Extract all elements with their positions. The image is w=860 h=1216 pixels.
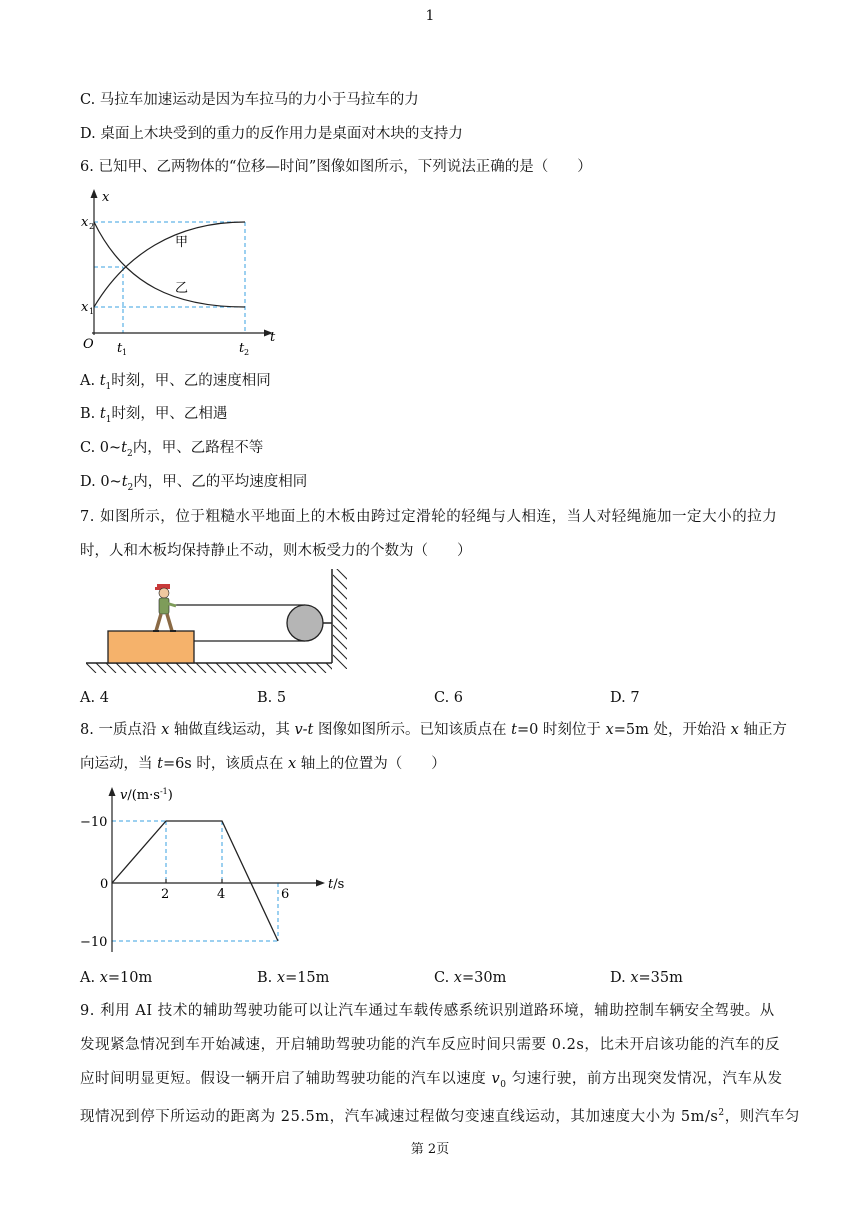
q7-pulley (287, 605, 323, 641)
q8-stem-line2: 向运动，当 t=6s 时，该质点在 x 轴上的位置为（ ） (80, 756, 446, 772)
q6-displacement-time-graph (80, 185, 290, 360)
q6-origin-label: O (83, 337, 94, 352)
q8-option-d: D. x=35m (610, 970, 683, 986)
q8-x-arrow (316, 880, 325, 887)
q8-x-axis-label: t/s (328, 877, 345, 892)
q8-y-tick-top: −10 (80, 815, 108, 830)
q6-option-d: D. $0\sim t_2$内，甲、乙的平均速度相同 (80, 474, 308, 493)
q8-x-tick-label-4: 4 (217, 887, 226, 902)
q6-y-arrow (91, 189, 98, 198)
q6-t2-label: t (239, 341, 245, 356)
q6-y-axis-label: x (102, 190, 110, 205)
q6-curve-yi (94, 222, 245, 307)
q9-stem-line4: 现情况到停下所运动的距离为 25.5m，汽车减速过程做匀变速直线运动，其加速度大小为 $5m/s^2$，则汽车匀 (80, 1108, 800, 1125)
q7-option-d: D. 7 (610, 690, 640, 706)
q6-t2-sub: 2 (244, 348, 250, 357)
q6-option-c: C. $0\sim t_2$内，甲、乙路程不等 (80, 440, 264, 459)
q8-y-tick-zero: 0 (100, 877, 109, 892)
q8-option-c: C. x=30m (434, 970, 507, 986)
q9-stem-line1: 9. 利用 AI 技术的辅助驾驶功能可以让汽车通过车载传感系统识别道路环境，辅助控制车辆安全驾驶。从 (80, 1003, 775, 1019)
q7-person (153, 584, 176, 631)
q7-pulley-diagram (80, 565, 355, 680)
q6-t1-sub: 1 (122, 348, 128, 357)
q8-x-tick-label-2: 2 (161, 887, 170, 902)
q8-x-tick-label-6: 6 (281, 887, 290, 902)
q7-stem-line2: 时，人和木板均保持静止不动，则木板受力的个数为（ ） (80, 543, 472, 559)
q9-stem-line2: 发现紧急情况到车开始减速，开启辅助驾驶功能的汽车反应时间只需要 0.2s，比未开启该功能的汽车的反 (80, 1037, 781, 1053)
q7-ground-hatch (86, 663, 336, 673)
q6-x1-label: x (81, 300, 89, 315)
q8-stem-line1: 8. 一质点沿 x 轴做直线运动，其 v-t 图像如图所示。已知该质点在 t=0 时刻位于 x=5m 处，开始沿 x 轴正方 (80, 722, 787, 738)
q6-stem: 6. 已知甲、乙两物体的“位移—时间”图像如图所示，下列说法正确的是（ ） (80, 159, 592, 175)
q7-option-c: C. 6 (434, 690, 464, 706)
q8-option-b: B. x=15m (257, 970, 330, 986)
q6-option-a: A. $t_1$时刻，甲、乙的速度相同 (80, 373, 271, 392)
q7-wall-hatch (333, 565, 348, 670)
q6-t1-label: t (117, 341, 123, 356)
q8-option-a: A. x=10m (80, 970, 153, 986)
q5-option-c: C. 马拉车加速运动是因为车拉马的力小于马拉车的力 (80, 92, 419, 108)
q6-x2-label: x (81, 215, 89, 230)
q5-option-d: D. 桌面上木块受到的重力的反作用力是桌面对木块的支持力 (80, 126, 463, 142)
q6-x2-sub: 2 (89, 222, 95, 231)
q8-y-arrow (109, 787, 116, 796)
q7-wooden-board (108, 631, 194, 663)
footer-page-label: 第 2页 (410, 1142, 450, 1157)
q7-option-b: B. 5 (257, 690, 287, 706)
q7-option-a: A. 4 (80, 690, 109, 706)
header-page-number: 1 (425, 8, 435, 24)
q9-stem-line3: 应时间明显更短。假设一辆开启了辅助驾驶功能的汽车以速度 $v_0$ 匀速行驶，前方出现突发情况，汽车从发 (80, 1071, 783, 1090)
q8-y-axis-label: $v/(m\cdot s^{-1})$ (120, 787, 173, 803)
q6-curve-yi-label: 乙 (175, 281, 189, 296)
q8-graph-line (112, 821, 278, 941)
q6-option-b: B. $t_1$时刻，甲、乙相遇 (80, 406, 228, 425)
q8-velocity-time-graph (80, 780, 355, 960)
q7-stem-line1: 7. 如图所示，位于粗糙水平地面上的木板由跨过定滑轮的轻绳与人相连，当人对轻绳施加一定大小的拉力 (80, 509, 778, 525)
q6-x-axis-label: t (270, 330, 276, 345)
q8-y-tick-bottom: −10 (80, 935, 108, 950)
q6-x1-sub: 1 (89, 307, 95, 316)
q6-curve-jia-label: 甲 (175, 235, 189, 250)
